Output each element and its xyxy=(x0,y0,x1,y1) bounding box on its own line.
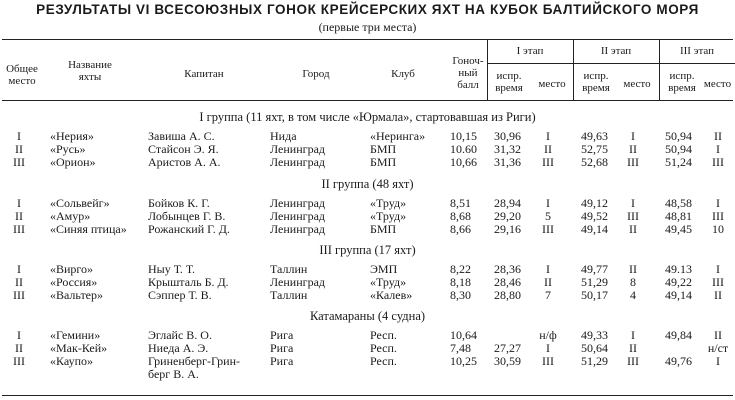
stage2-time: 49,77 xyxy=(581,262,608,276)
stage3-place: I xyxy=(716,196,720,210)
stage3-time: 49,22 xyxy=(665,275,692,289)
stage3-place: III xyxy=(712,209,724,223)
page-title: РЕЗУЛЬТАТЫ VI ВСЕСОЮЗНЫХ ГОНОК КРЕЙСЕРСКИХ ЯХТ НА КУБОК БАЛТИЙСКОГО МОРЯ xyxy=(36,2,699,17)
stage2-place: I xyxy=(631,196,635,210)
city: Рига xyxy=(270,341,294,355)
handicap-score: 10,64 xyxy=(450,328,477,342)
stage1-time: 30,59 xyxy=(494,354,521,368)
table-bottom-rule xyxy=(2,395,733,396)
overall-place: I xyxy=(17,129,21,143)
overall-place: III xyxy=(13,288,25,302)
stage3-time: 51,24 xyxy=(665,155,692,169)
captain: Бойков К. Г. xyxy=(148,196,210,210)
stage2-time: 49,63 xyxy=(581,129,608,143)
captain: Ныу Т. Т. xyxy=(148,262,195,276)
header-corrected-time: испр. время xyxy=(495,70,523,94)
overall-place: II xyxy=(15,209,23,223)
captain: Сэппер Т. В. xyxy=(148,288,212,302)
stage1-time: 31,36 xyxy=(494,155,521,169)
table-row xyxy=(0,289,735,302)
stage3-place: 10 xyxy=(712,222,724,236)
stage3-place: II xyxy=(714,328,722,342)
city: Ленинград xyxy=(270,155,326,169)
stage3-time: 49,76 xyxy=(665,354,692,368)
stage2-place: II xyxy=(629,142,637,156)
handicap-score: 8,51 xyxy=(450,196,471,210)
table-row xyxy=(0,143,735,156)
stage3-place: II xyxy=(714,288,722,302)
stage3-time: 49,84 xyxy=(665,328,692,342)
club: «Труд» xyxy=(370,209,407,223)
stage2-place: 4 xyxy=(630,288,636,302)
yacht-name: «Мак-Кей» xyxy=(50,341,108,355)
overall-place: II xyxy=(15,275,23,289)
yacht-name: «Орион» xyxy=(50,155,96,169)
handicap-score: 8,30 xyxy=(450,288,471,302)
stage1-place: 7 xyxy=(545,288,551,302)
header-place: место xyxy=(538,78,566,90)
yacht-name: «Гемини» xyxy=(50,328,101,342)
stage2-place: II xyxy=(629,262,637,276)
header-corrected-time: испр. время xyxy=(668,70,696,94)
table-row xyxy=(0,342,735,355)
captain: Гриненберг-Грин- xyxy=(148,354,240,368)
yacht-name: «Россия» xyxy=(50,275,98,289)
stage2-time: 49,52 xyxy=(581,209,608,223)
stage2-place: III xyxy=(627,354,639,368)
yacht-name: «Вальтер» xyxy=(50,288,104,302)
city: Ленинград xyxy=(270,209,326,223)
stage3-time: 49.13 xyxy=(665,262,692,276)
stage2-time: 49,12 xyxy=(581,196,608,210)
table-row xyxy=(0,156,735,169)
header-place: место xyxy=(703,78,732,90)
yacht-name: «Амур» xyxy=(50,209,91,223)
captain: Эглайс В. О. xyxy=(148,328,212,342)
club: БМП xyxy=(370,222,397,236)
header-club: Клуб xyxy=(391,68,415,80)
stage2-place: II xyxy=(629,341,637,355)
stage1-place: I xyxy=(546,129,550,143)
stage2-place: II xyxy=(629,222,637,236)
table-row xyxy=(0,197,735,210)
stage1-time: 31,32 xyxy=(494,142,521,156)
club: «Труд» xyxy=(370,196,407,210)
overall-place: III xyxy=(13,155,25,169)
stage2-place: III xyxy=(627,209,639,223)
stage2-time: 50,64 xyxy=(581,341,608,355)
header-captain: Капитан xyxy=(184,68,224,80)
club: «Калев» xyxy=(370,288,413,302)
group-title: Катамараны (4 судна) xyxy=(309,309,426,323)
city: Таллин xyxy=(270,262,308,276)
overall-place: III xyxy=(13,354,25,368)
club: «Неринга» xyxy=(370,129,426,143)
group-title: II группа (48 яхт) xyxy=(321,177,414,191)
yacht-name: «Нерия» xyxy=(50,129,94,143)
group-title: I группа (11 яхт, в том числе «Юрмала», стартовавшая из Риги) xyxy=(199,110,536,124)
header-city: Город xyxy=(302,68,330,80)
header-overall-place: Общее место xyxy=(6,63,38,87)
captain: Крышталь Б. Д. xyxy=(148,275,229,289)
stage1-time: 29,16 xyxy=(494,222,521,236)
stage2-time: 50,17 xyxy=(581,288,608,302)
yacht-name: «Вирго» xyxy=(50,262,94,276)
header-stage-1: I этап xyxy=(516,45,544,57)
header-stage-3: III этап xyxy=(679,45,715,57)
handicap-score: 10,25 xyxy=(450,354,477,368)
captain-continuation: берг В. А. xyxy=(148,367,199,381)
stage3-time: 50,94 xyxy=(665,142,692,156)
handicap-score: 10.60 xyxy=(450,142,477,156)
stage3-place: III xyxy=(712,275,724,289)
header-bottom-rule xyxy=(2,100,733,101)
stage3-time: 49,45 xyxy=(665,222,692,236)
stage1-place: III xyxy=(542,222,554,236)
stage2-place: I xyxy=(631,129,635,143)
stage2-time: 52,68 xyxy=(581,155,608,169)
stage3-time: 48,58 xyxy=(665,196,692,210)
club: Респ. xyxy=(370,341,397,355)
stage3-place: I xyxy=(716,354,720,368)
stage2-time: 49,33 xyxy=(581,328,608,342)
header-yacht-name: Название яхты xyxy=(68,59,112,83)
yacht-name: «Сольвейг» xyxy=(50,196,110,210)
stage1-place: II xyxy=(544,275,552,289)
handicap-score: 8,18 xyxy=(450,275,471,289)
city: Ленинград xyxy=(270,142,326,156)
yacht-name: «Синяя птица» xyxy=(50,222,127,236)
table-row xyxy=(0,329,735,342)
group-title: III группа (17 яхт) xyxy=(319,243,416,257)
stage2-place: III xyxy=(627,155,639,169)
stage1-time: 29,20 xyxy=(494,209,521,223)
table-row-continuation xyxy=(0,368,735,381)
table-row xyxy=(0,223,735,236)
stage1-time: 28,36 xyxy=(494,262,521,276)
overall-place: I xyxy=(17,328,21,342)
overall-place: I xyxy=(17,262,21,276)
captain: Лобынцев Г. В. xyxy=(148,209,226,223)
captain: Аристов А. А. xyxy=(148,155,221,169)
stage3-time: 49,14 xyxy=(665,288,692,302)
stage2-time: 51,29 xyxy=(581,354,608,368)
stage1-place: н/ф xyxy=(539,328,557,342)
stage-header-rule xyxy=(487,63,735,64)
overall-place: I xyxy=(17,196,21,210)
club: Респ. xyxy=(370,354,397,368)
stage1-place: III xyxy=(542,155,554,169)
table-row xyxy=(0,263,735,276)
stage1-time: 28,94 xyxy=(494,196,521,210)
handicap-score: 8,68 xyxy=(450,209,471,223)
stage3-place: II xyxy=(714,129,722,143)
stage1-time: 27,27 xyxy=(494,341,521,355)
handicap-score: 8,22 xyxy=(450,262,471,276)
handicap-score: 10,66 xyxy=(450,155,477,169)
stage1-time: 30,96 xyxy=(494,129,521,143)
stage3-place: I xyxy=(716,262,720,276)
stage2-time: 52,75 xyxy=(581,142,608,156)
yacht-name: «Каупо» xyxy=(50,354,93,368)
header-handicap: Гоноч- ный балл xyxy=(452,55,484,91)
stage1-place: III xyxy=(542,354,554,368)
city: Ленинград xyxy=(270,275,326,289)
stage3-place: I xyxy=(716,142,720,156)
table-row xyxy=(0,130,735,143)
stage3-time: 50,94 xyxy=(665,129,692,143)
stage1-place: II xyxy=(544,142,552,156)
handicap-score: 8,66 xyxy=(450,222,471,236)
captain: Завиша А. С. xyxy=(148,129,215,143)
header-corrected-time: испр. время xyxy=(582,70,610,94)
captain: Ниеда А. Э. xyxy=(148,341,209,355)
stage1-place: I xyxy=(546,196,550,210)
header-place: место xyxy=(623,78,651,90)
stage1-time: 28,80 xyxy=(494,288,521,302)
table-row xyxy=(0,276,735,289)
club: «Труд» xyxy=(370,275,407,289)
overall-place: II xyxy=(15,142,23,156)
city: Таллин xyxy=(270,288,308,302)
stage1-place: 5 xyxy=(545,209,551,223)
table-top-rule xyxy=(2,39,733,40)
club: БМП xyxy=(370,155,397,169)
stage2-time: 49,14 xyxy=(581,222,608,236)
stage3-time: 48,81 xyxy=(665,209,692,223)
stage2-time: 51,29 xyxy=(581,275,608,289)
club: БМП xyxy=(370,142,397,156)
captain: Стайсон Э. Я. xyxy=(148,142,219,156)
city: Рига xyxy=(270,328,294,342)
captain: Рожанский Г. Д. xyxy=(148,222,230,236)
stage3-place: н/ст xyxy=(707,341,729,355)
yacht-name: «Русь» xyxy=(50,142,86,156)
city: Нида xyxy=(270,129,297,143)
club: ЭМП xyxy=(370,262,398,276)
handicap-score: 7,48 xyxy=(450,341,471,355)
page-subtitle: (первые три места) xyxy=(318,20,417,34)
city: Ленинград xyxy=(270,222,326,236)
header-stage-2: II этап xyxy=(600,45,632,57)
city: Рига xyxy=(270,354,294,368)
table-row xyxy=(0,355,735,368)
handicap-score: 10,15 xyxy=(450,129,477,143)
overall-place: III xyxy=(13,222,25,236)
stage3-place: III xyxy=(712,155,724,169)
stage1-place: I xyxy=(546,262,550,276)
stage2-place: I xyxy=(631,328,635,342)
overall-place: II xyxy=(15,341,23,355)
city: Ленинград xyxy=(270,196,326,210)
stage2-place: 8 xyxy=(630,275,636,289)
stage1-time: 28,46 xyxy=(494,275,521,289)
stage1-place: I xyxy=(546,341,550,355)
club: Респ. xyxy=(370,328,397,342)
